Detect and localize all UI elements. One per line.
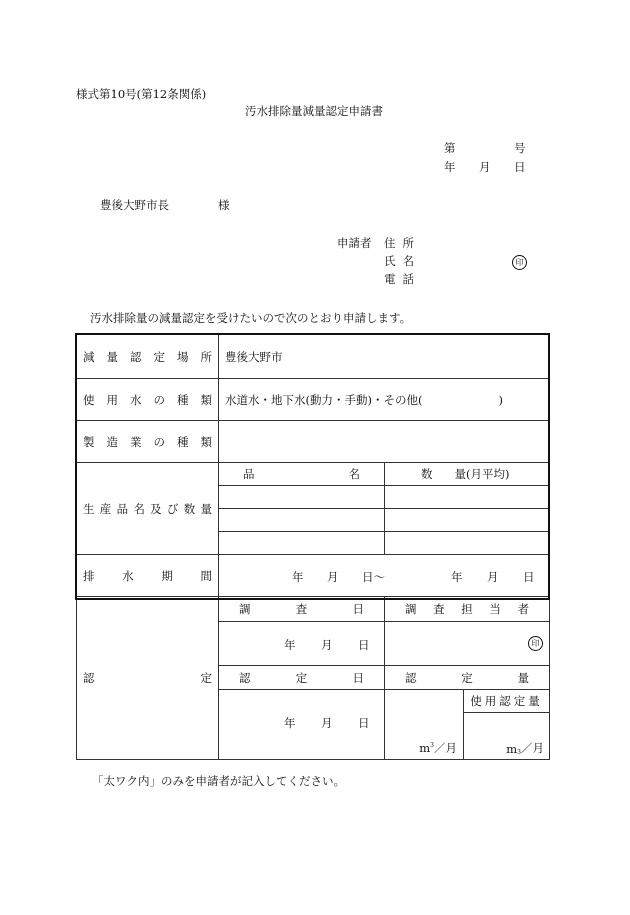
water-type-close: ) — [498, 392, 503, 407]
usage-cert-amount-value: m $_3$ ／月 — [506, 741, 544, 756]
period-month2: 月 — [487, 570, 499, 584]
row-product-header — [77, 463, 550, 486]
cert-date-header: 認 定 日 — [219, 666, 385, 690]
period-year: 年 — [292, 570, 304, 584]
applicant-label: 申請者 — [337, 236, 372, 250]
cert-date-value: 年 月 日 — [219, 690, 385, 760]
product-label-cell — [77, 463, 219, 555]
industry-label-cell — [77, 421, 219, 463]
product-qty-input[interactable] — [385, 532, 550, 555]
water-type-label: 使 用 水 の 種 類 — [83, 392, 212, 407]
period-day2: 日 — [523, 570, 535, 584]
row-location — [77, 335, 550, 379]
industry-label: 製 造 業 の 種 類 — [83, 434, 212, 449]
product-label: 生 産 品 名 及 び 数 量 — [83, 501, 212, 516]
form-number: 様式第10号(第12条関係) — [76, 87, 207, 101]
date-year: 年 — [444, 160, 456, 174]
row-water-type — [77, 379, 550, 421]
form-title: 汚水排除量減量認定申請書 — [245, 104, 383, 118]
period-month: 月 — [327, 570, 339, 584]
product-name-input[interactable] — [219, 532, 385, 555]
period-label-cell — [77, 555, 219, 597]
period-label: 排 水 期 間 — [83, 568, 212, 583]
intro-text: 汚水排除量の減量認定を受けたいので次のとおり申請します。 — [90, 311, 412, 325]
row-survey-header — [77, 597, 550, 622]
usage-cert-amount-header: 使用認定量 — [464, 690, 549, 713]
addressee-honorific: 様 — [218, 198, 230, 212]
location-label-cell — [77, 335, 219, 379]
survey-date-header: 調 査 日 — [219, 597, 385, 622]
applicant-seal — [512, 254, 527, 270]
product-col-name: 品 名 — [219, 463, 385, 486]
row-industry — [77, 421, 550, 463]
applicant-phone-label: 電話 — [384, 272, 421, 286]
cert-amount-value: $m^3/$月 — [385, 690, 464, 760]
usage-cert-amount-cell — [464, 690, 550, 760]
row-period — [77, 555, 550, 597]
survey-date-value: 年 月 日 — [219, 622, 385, 666]
product-qty-input[interactable] — [385, 509, 550, 532]
doc-no-dai: 第 — [444, 141, 456, 155]
addressee-name: 豊後大野市長 — [100, 198, 169, 212]
survey-staff-value — [385, 622, 550, 666]
product-name-input[interactable] — [219, 509, 385, 532]
water-type-value[interactable] — [219, 379, 550, 421]
cert-label: 認 定 — [83, 671, 212, 685]
applicant-address-label: 住所 — [384, 236, 421, 250]
doc-no-gou: 号 — [514, 141, 526, 155]
industry-value[interactable] — [219, 421, 550, 463]
date-day: 日 — [514, 160, 526, 174]
seal-icon: 印 — [512, 255, 527, 270]
period-value[interactable] — [219, 555, 550, 597]
water-type-label-cell — [77, 379, 219, 421]
product-col-qty: 数 量(月平均) — [385, 463, 550, 486]
cert-amount-header: 認 定 量 — [385, 666, 550, 690]
period-year2: 年 — [451, 570, 463, 584]
application-table — [76, 334, 550, 760]
product-qty-input[interactable] — [385, 486, 550, 509]
location-label: 減 量 認 定 場 所 — [83, 349, 212, 364]
location-value[interactable]: 豊後大野市 — [219, 335, 550, 379]
date-month: 月 — [479, 160, 491, 174]
product-name-input[interactable] — [219, 486, 385, 509]
water-type-options: 水道水・地下水(動力・手動)・その他( — [225, 392, 423, 407]
cert-label-cell — [77, 597, 219, 760]
seal-icon: 印 — [528, 636, 543, 651]
footer-note: 「太ワク内」のみを申請者が記入してください。 — [92, 774, 345, 788]
survey-staff-header: 調 査 担 当 者 — [385, 597, 550, 622]
applicant-name-label: 氏名 — [384, 254, 421, 268]
period-day-to: 日～ — [362, 570, 385, 584]
